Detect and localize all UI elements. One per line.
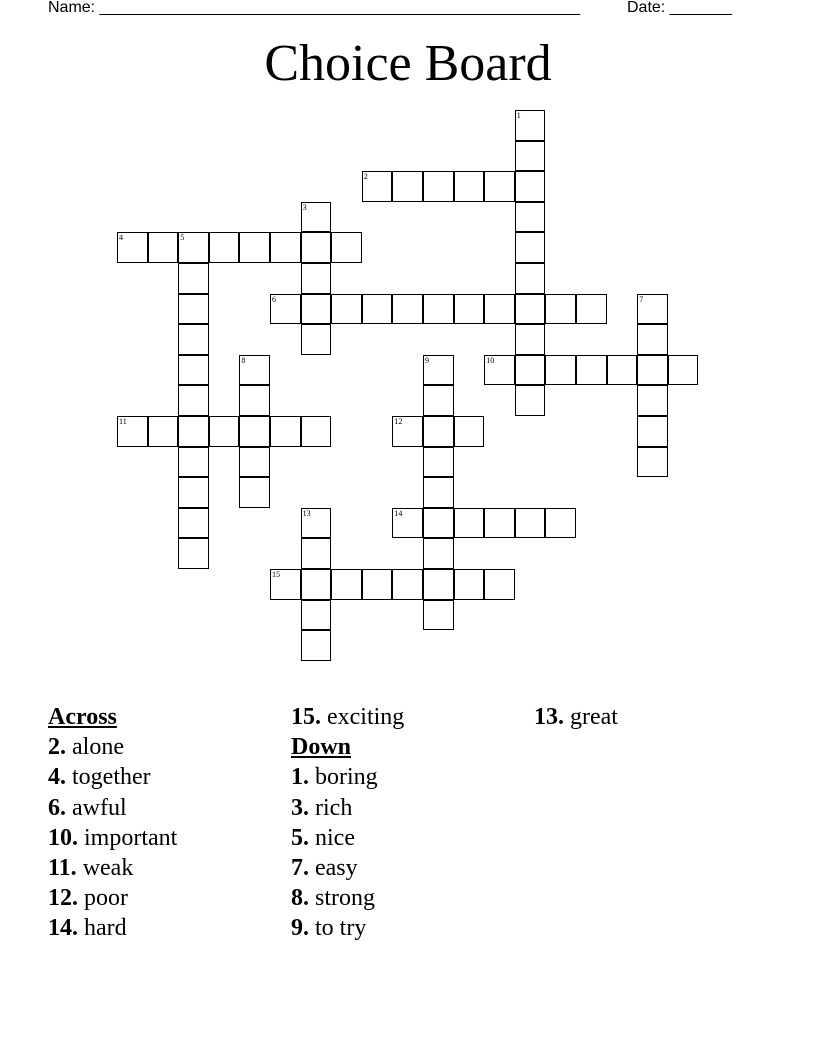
down-clue: 8. strong xyxy=(291,885,375,912)
across-clue: 11. weak xyxy=(48,855,134,882)
clue-number: 11 xyxy=(119,417,127,426)
crossword-cell[interactable] xyxy=(301,569,332,600)
clue-number: 13 xyxy=(302,508,311,518)
crossword-cell[interactable] xyxy=(454,294,485,325)
down-clue: 7. easy xyxy=(291,855,358,882)
crossword-cell[interactable] xyxy=(117,416,148,447)
crossword-cell[interactable] xyxy=(148,232,179,263)
across-clue: 14. hard xyxy=(48,915,127,942)
crossword-cell[interactable] xyxy=(423,508,454,539)
crossword-cell[interactable] xyxy=(515,110,546,141)
crossword-cell[interactable] xyxy=(545,294,576,325)
crossword-cell[interactable] xyxy=(545,508,576,539)
crossword-cell[interactable] xyxy=(178,385,209,416)
crossword-cell[interactable] xyxy=(423,416,454,447)
clue-column-2 xyxy=(291,702,404,944)
crossword-cell[interactable] xyxy=(668,355,699,386)
down-clue: 1. boring xyxy=(291,764,378,791)
crossword-cell[interactable] xyxy=(454,416,485,447)
clue-column-3 xyxy=(534,702,618,732)
crossword-cell[interactable] xyxy=(392,294,423,325)
crossword-cell[interactable] xyxy=(209,416,240,447)
crossword-cell[interactable] xyxy=(484,508,515,539)
crossword-cell[interactable] xyxy=(301,324,332,355)
crossword-cell[interactable] xyxy=(515,355,546,386)
crossword-cell[interactable] xyxy=(239,355,270,386)
crossword-cell[interactable] xyxy=(515,385,546,416)
crossword-cell[interactable] xyxy=(484,171,515,202)
crossword-cell[interactable] xyxy=(209,232,240,263)
crossword-cell[interactable] xyxy=(423,600,454,631)
crossword-cell[interactable] xyxy=(301,538,332,569)
crossword-cell[interactable] xyxy=(239,232,270,263)
crossword-cell[interactable] xyxy=(178,416,209,447)
crossword-cell[interactable] xyxy=(576,294,607,325)
down-clue: 13. great xyxy=(534,704,618,730)
crossword-cell[interactable] xyxy=(515,171,546,202)
crossword-cell[interactable] xyxy=(239,477,270,508)
crossword-cell[interactable] xyxy=(239,447,270,478)
crossword-cell[interactable] xyxy=(301,600,332,631)
crossword-cell[interactable] xyxy=(239,416,270,447)
crossword-cell[interactable] xyxy=(362,569,393,600)
clue-column-1 xyxy=(48,702,177,944)
crossword-cell[interactable] xyxy=(270,232,301,263)
crossword-cell[interactable] xyxy=(362,294,393,325)
crossword-cell[interactable] xyxy=(454,569,485,600)
crossword-cell[interactable] xyxy=(515,508,546,539)
crossword-cell[interactable] xyxy=(637,385,668,416)
crossword-cell[interactable] xyxy=(637,294,668,325)
crossword-cell[interactable] xyxy=(239,385,270,416)
crossword-cell[interactable] xyxy=(301,294,332,325)
crossword-cell[interactable] xyxy=(301,232,332,263)
clue-number: 8 xyxy=(241,355,246,365)
crossword-cell[interactable] xyxy=(454,508,485,539)
crossword-cell[interactable] xyxy=(423,477,454,508)
crossword-cell[interactable] xyxy=(423,294,454,325)
crossword-cell[interactable] xyxy=(117,232,148,263)
clue-number: 2 xyxy=(363,172,368,182)
crossword-cell[interactable] xyxy=(423,355,454,386)
crossword-cell[interactable] xyxy=(545,355,576,386)
crossword-cell[interactable] xyxy=(637,324,668,355)
crossword-cell[interactable] xyxy=(362,171,393,202)
crossword-cell[interactable] xyxy=(637,355,668,386)
crossword-cell[interactable] xyxy=(178,294,209,325)
down-clue: 3. rich xyxy=(291,794,353,821)
crossword-cell[interactable] xyxy=(607,355,638,386)
crossword-cell[interactable] xyxy=(301,202,332,233)
crossword-cell[interactable] xyxy=(484,569,515,600)
crossword-cell[interactable] xyxy=(331,232,362,263)
crossword-cell[interactable] xyxy=(148,416,179,447)
crossword-cell[interactable] xyxy=(178,538,209,569)
crossword-cell[interactable] xyxy=(178,232,209,263)
crossword-cell[interactable] xyxy=(576,355,607,386)
crossword-cell[interactable] xyxy=(515,141,546,172)
clue-number: 3 xyxy=(302,202,307,212)
crossword-cell[interactable] xyxy=(270,416,301,447)
crossword-cell[interactable] xyxy=(423,385,454,416)
crossword-cell[interactable] xyxy=(515,232,546,263)
crossword-cell[interactable] xyxy=(423,447,454,478)
crossword-cell[interactable] xyxy=(515,294,546,325)
across-clue: 15. exciting xyxy=(291,704,405,730)
across-clue: 6. awful xyxy=(48,794,127,821)
crossword-cell[interactable] xyxy=(392,416,423,447)
clue-number: 14 xyxy=(394,508,403,518)
crossword-cell[interactable] xyxy=(484,294,515,325)
across-clue: 2. alone xyxy=(48,734,124,761)
name-field-label: Name: ______________________________________________________ xyxy=(48,0,581,16)
down-heading: Down xyxy=(291,734,352,761)
clue-number: 1 xyxy=(516,111,521,120)
across-clue: 4. together xyxy=(48,764,151,791)
crossword-cell[interactable] xyxy=(270,569,301,600)
crossword-cell[interactable] xyxy=(637,416,668,447)
clue-number: 5 xyxy=(180,233,185,243)
crossword-cell[interactable] xyxy=(423,538,454,569)
crossword-cell[interactable] xyxy=(301,508,332,539)
crossword-cell[interactable] xyxy=(331,569,362,600)
clue-number: 4 xyxy=(119,233,123,243)
crossword-cell[interactable] xyxy=(178,447,209,478)
crossword-cell[interactable] xyxy=(515,324,546,355)
crossword-cell[interactable] xyxy=(331,294,362,325)
crossword-cell[interactable] xyxy=(178,477,209,508)
across-clue: 12. poor xyxy=(48,885,128,912)
crossword-cell[interactable] xyxy=(301,630,332,661)
crossword-cell[interactable] xyxy=(178,324,209,355)
clue-number: 15 xyxy=(272,570,280,579)
crossword-cell[interactable] xyxy=(515,202,546,233)
crossword-cell[interactable] xyxy=(392,569,423,600)
crossword-cell[interactable] xyxy=(301,416,332,447)
crossword-cell[interactable] xyxy=(301,263,332,294)
crossword-cell[interactable] xyxy=(484,355,515,386)
crossword-cell[interactable] xyxy=(178,263,209,294)
date-field-label: Date: _______ xyxy=(627,0,732,16)
across-heading: Across xyxy=(48,704,117,730)
down-clue: 5. nice xyxy=(291,824,355,851)
clue-number: 6 xyxy=(272,294,276,304)
crossword-cell[interactable] xyxy=(423,171,454,202)
crossword-cell[interactable] xyxy=(270,294,301,325)
crossword-cell[interactable] xyxy=(637,447,668,478)
clue-number: 9 xyxy=(425,355,429,365)
clue-number: 12 xyxy=(394,417,403,426)
crossword-cell[interactable] xyxy=(392,171,423,202)
crossword-cell[interactable] xyxy=(423,569,454,600)
crossword-cell[interactable] xyxy=(392,508,423,539)
clue-number: 7 xyxy=(639,294,644,304)
crossword-cell[interactable] xyxy=(178,508,209,539)
across-clue: 10. important xyxy=(48,824,178,851)
crossword-cell[interactable] xyxy=(515,263,546,294)
puzzle-title: Choice Board xyxy=(264,35,552,92)
clue-number: 10 xyxy=(486,355,495,365)
down-clue: 9. to try xyxy=(291,915,367,942)
crossword-cell[interactable] xyxy=(454,171,485,202)
crossword-cell[interactable] xyxy=(178,355,209,386)
